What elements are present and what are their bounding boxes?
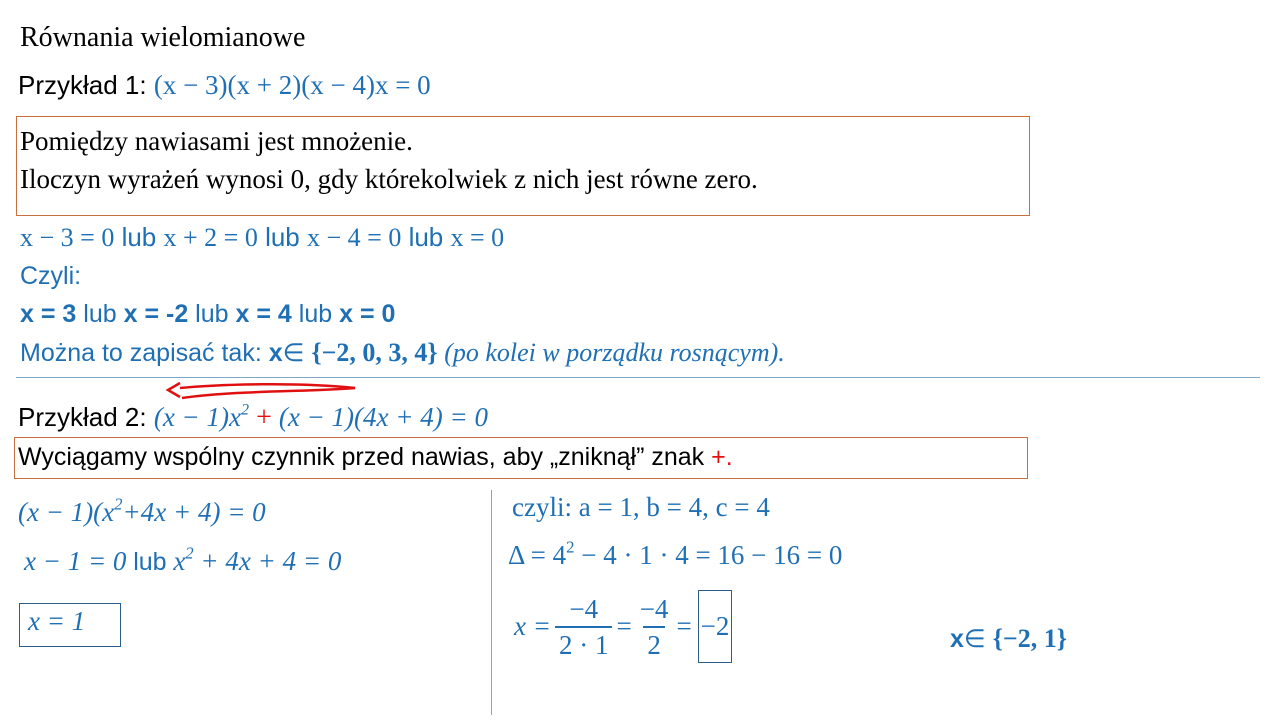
example2-part1: (x − 1)x (153, 402, 241, 432)
example1-set-notation (20, 338, 785, 368)
hint-text: Wyciągamy wspólny czynnik przed nawias, aby „zniknął” znak (18, 443, 712, 471)
final-set-values: {−2, 1} (992, 624, 1067, 653)
split-c: + 4x + 4 = 0 (193, 546, 342, 576)
fraction-1 (555, 592, 613, 662)
explanation-line-1: Pomiędzy nawiasami jest mnożenie. (20, 126, 413, 156)
split-a: x − 1 = 0 (24, 546, 134, 576)
lub-3: lub (408, 222, 444, 252)
lub-4: lub (83, 300, 117, 328)
frac1-den: 2 · 1 (555, 626, 613, 662)
split-equation (24, 543, 342, 577)
column-divider (491, 490, 492, 715)
case-c: x − 4 = 0 (307, 223, 402, 252)
example1-explanation (20, 122, 758, 198)
zapis-set: {−2, 0, 3, 4} (311, 338, 438, 367)
example2-plus: + (249, 402, 279, 433)
case-a: x − 3 = 0 (20, 223, 115, 252)
split-exp: 2 (185, 543, 194, 563)
factored-exp: 2 (114, 494, 123, 514)
delta-equation (508, 537, 843, 571)
zapis-in: ∈ (282, 339, 312, 367)
example2-hint (18, 443, 733, 472)
final-x: x (950, 625, 964, 653)
delta-b: − 4 · 1 · 4 = 16 − 16 = 0 (574, 540, 843, 570)
sol-c: x = 4 (235, 300, 292, 328)
root2-box (698, 590, 733, 663)
case-d: x = 0 (450, 223, 505, 252)
zapis-prefix: Można to zapisać tak: (20, 339, 269, 367)
page-title: Równania wielomianowe (20, 22, 306, 53)
example1-solutions (20, 300, 395, 329)
lub-5: lub (195, 300, 229, 328)
example1-heading (18, 70, 431, 101)
split-b: x (166, 546, 186, 576)
zapis-x: x (268, 339, 283, 367)
frac2-num: −4 (639, 593, 669, 624)
split-lub: lub (133, 548, 167, 576)
sol-d: x = 0 (339, 300, 396, 328)
root2: −2 (700, 611, 730, 641)
root2-formula (514, 590, 732, 663)
delta-a: Δ = 4 (508, 540, 567, 570)
example2-label: Przykład 2: (18, 402, 154, 432)
frac2-den: 2 (643, 626, 665, 662)
example2-heading (18, 402, 488, 434)
sol-b: x = -2 (123, 300, 189, 328)
case-b: x + 2 = 0 (163, 223, 258, 252)
eq-1: = (616, 611, 632, 641)
final-set (950, 624, 1067, 654)
factored-b: +4x + 4) = 0 (122, 497, 266, 527)
fraction-2 (636, 592, 673, 662)
coefficients: czyli: a = 1, b = 4, c = 4 (512, 492, 770, 522)
example2-part2: (x − 1)(4x + 4) = 0 (278, 402, 488, 432)
lub-1: lub (121, 222, 157, 252)
example2-exp: 2 (241, 401, 250, 419)
delta-exp: 2 (566, 537, 575, 557)
frac1-num: −4 (569, 593, 599, 624)
czyli-label: Czyli: (20, 262, 82, 290)
eq-2: = (676, 611, 692, 641)
root1: x = 1 (28, 606, 86, 636)
lub-2: lub (265, 222, 300, 252)
hint-plus: +. (711, 443, 733, 471)
example1-equation: (x − 3)(x + 2)(x − 4)x = 0 (153, 70, 431, 100)
factored-equation (18, 494, 266, 528)
final-in: ∈ (963, 625, 993, 653)
zapis-note: (po kolei w porządku rosnącym). (437, 338, 785, 367)
explanation-line-2: Iloczyn wyrażeń wynosi 0, gdy którekolwiek z nich jest równe zero. (20, 164, 758, 194)
x-eq: x = (514, 611, 551, 641)
factored-a: (x − 1)(x (18, 497, 115, 527)
lub-6: lub (298, 300, 333, 328)
example1-cases (20, 222, 504, 253)
sol-a: x = 3 (20, 300, 77, 328)
example1-label: Przykład 1: (18, 70, 154, 100)
